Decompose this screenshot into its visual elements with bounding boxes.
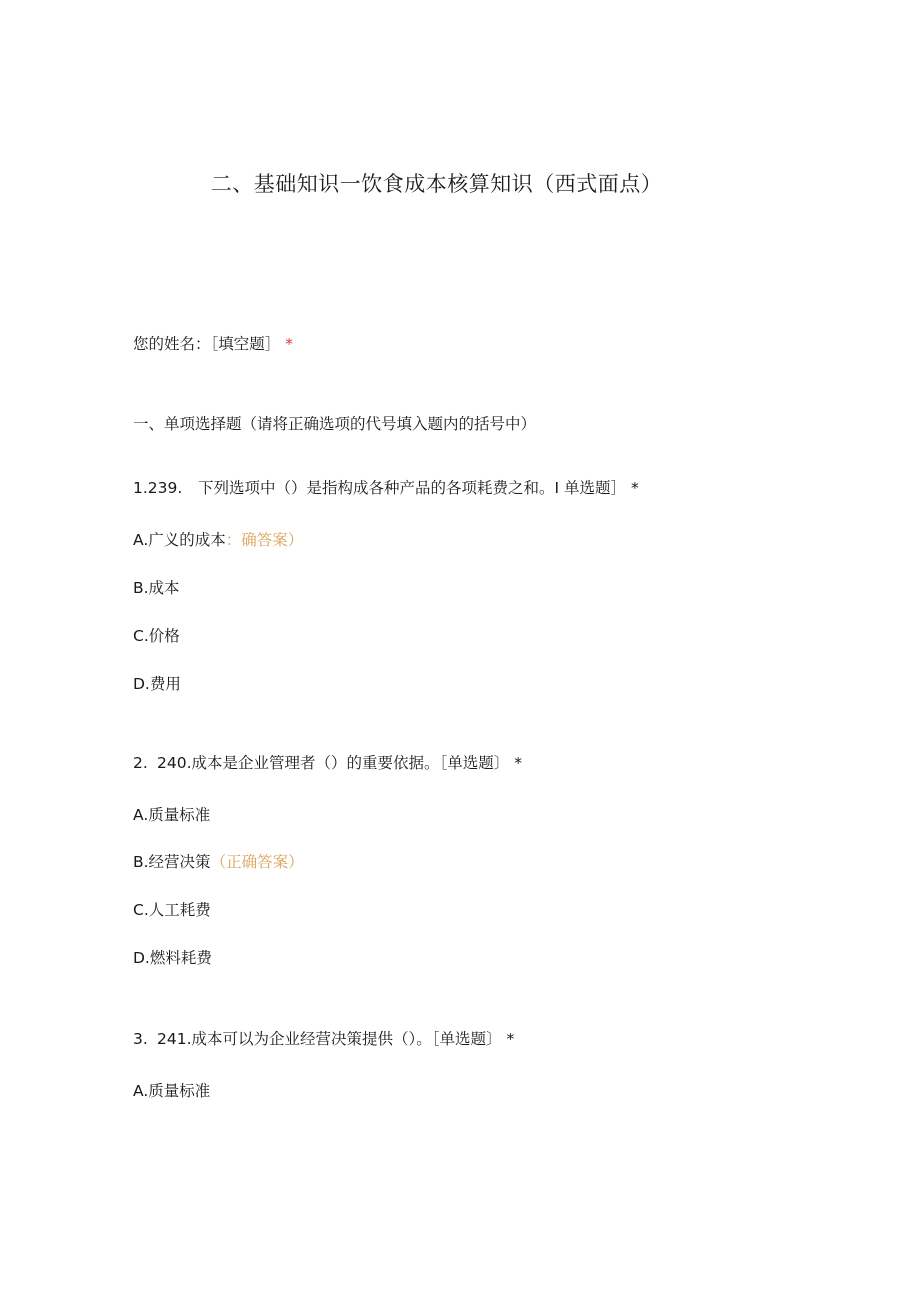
question-number: 2. (133, 754, 148, 772)
option-1d[interactable] (133, 673, 181, 695)
question-3 (133, 1028, 514, 1050)
page-title: 二、基础知识一饮食成本核算知识（西式面点） (210, 172, 663, 196)
option-2b[interactable] (133, 851, 304, 873)
question-1 (133, 477, 639, 499)
option-text: D.燃料耗费 (133, 949, 212, 967)
question-text: 240.成本是企业管理者（）的重要依据。［单选题〕 (157, 754, 510, 772)
option-2c[interactable] (133, 899, 211, 921)
required-mark: * (285, 335, 293, 353)
question-number: 1.239. (133, 479, 183, 497)
name-question (133, 333, 293, 355)
name-question-label: 您的姓名：［填空题］ (133, 335, 281, 353)
option-text: C.人工耗费 (133, 901, 211, 919)
required-mark: * (514, 754, 522, 772)
option-text: A.质量标准 (133, 806, 211, 824)
option-1b[interactable] (133, 577, 180, 599)
option-text: B.成本 (133, 579, 180, 597)
question-2 (133, 752, 522, 774)
option-text: A.广义的成本 (133, 531, 226, 549)
question-text: 241.成本可以为企业经营决策提供（）。［单选题〕 (157, 1030, 502, 1048)
option-1c[interactable] (133, 625, 180, 647)
correct-answer-tag: （正确答案） (210, 853, 304, 871)
option-2a[interactable] (133, 804, 210, 826)
question-text: 下列选项中（）是指构成各种产品的各项耗费之和。I 单选题］ (198, 479, 627, 497)
option-1a[interactable] (133, 529, 303, 551)
required-mark: * (506, 1030, 515, 1048)
section-heading: 一、单项选择题（请将正确选项的代号填入题内的括号中） (133, 415, 537, 433)
option-text: D.费用 (133, 675, 181, 693)
question-number: 3. (133, 1030, 148, 1048)
option-3a[interactable] (133, 1080, 210, 1102)
option-text: B.经营决策 (133, 853, 211, 871)
option-text: C.价格 (133, 627, 180, 645)
option-text: A.质量标准 (133, 1082, 211, 1100)
required-mark: * (630, 479, 639, 497)
option-2d[interactable] (133, 947, 212, 969)
correct-answer-tag: ：确答案） (225, 531, 304, 549)
